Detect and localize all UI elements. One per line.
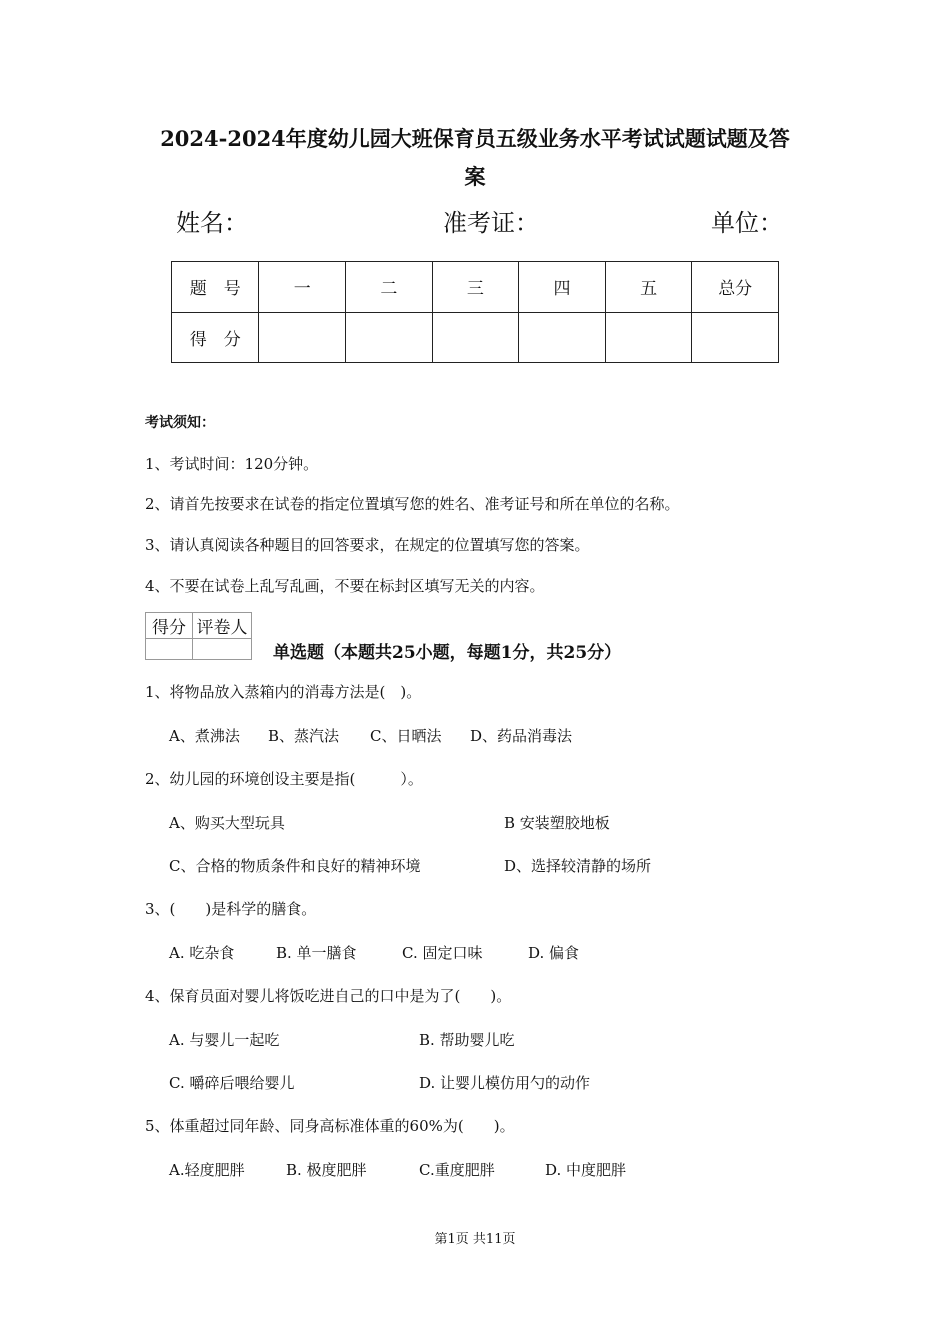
question-2: 2、幼儿园的环境创设主要是指( ）。: [145, 770, 423, 788]
exam-id-label: 准考证：: [443, 209, 539, 237]
option[interactable]: B. 单一膳食: [276, 944, 357, 962]
score-header-cell: 题 号: [172, 262, 259, 313]
section-title: 单选题（本题共25小题，每题1分，共25分）: [273, 643, 622, 663]
score-cell[interactable]: [346, 312, 433, 363]
score-cell[interactable]: [259, 312, 346, 363]
grader-box: [145, 612, 252, 660]
option[interactable]: D、选择较清静的场所: [504, 857, 652, 875]
score-cell[interactable]: [519, 312, 606, 363]
option[interactable]: B 安装塑胶地板: [504, 814, 610, 832]
option[interactable]: A、购买大型玩具: [169, 814, 285, 832]
notice-item: 4、不要在试卷上乱写乱画，不要在标封区填写无关的内容。: [145, 577, 545, 595]
question-5: 5、体重超过同年龄、同身高标准体重的60%为( )。: [145, 1117, 515, 1135]
question-4: 4、保育员面对婴儿将饭吃进自己的口中是为了( )。: [145, 987, 512, 1005]
option[interactable]: D. 让婴儿模仿用勺的动作: [419, 1074, 591, 1092]
option[interactable]: D. 中度肥胖: [545, 1161, 627, 1179]
score-header-cell: 四: [519, 262, 606, 313]
option[interactable]: A. 与婴儿一起吃: [169, 1031, 280, 1049]
score-header-cell: 二: [346, 262, 433, 313]
title-line-2: 案: [464, 164, 486, 189]
grader-score-label: 得分: [146, 613, 193, 639]
score-header-cell: 五: [605, 262, 692, 313]
option[interactable]: A、煮沸法: [169, 727, 240, 745]
question-3: 3、( )是科学的膳食。: [145, 900, 317, 918]
option[interactable]: B、蒸汽法: [268, 727, 340, 745]
option[interactable]: D、药品消毒法: [470, 727, 573, 745]
score-header-cell: 总分: [692, 262, 779, 313]
title-line-1: 2024-2024年度幼儿园大班保育员五级业务水平考试试题试题及答: [160, 126, 790, 151]
score-header-cell: 一: [259, 262, 346, 313]
option[interactable]: B. 帮助婴儿吃: [419, 1031, 515, 1049]
score-table-score-row: [172, 312, 779, 363]
score-cell[interactable]: [432, 312, 519, 363]
notice-item: 1、考试时间：120分钟。: [145, 455, 319, 473]
option[interactable]: C. 固定口味: [402, 944, 483, 962]
score-table: [171, 261, 779, 363]
grader-score-cell[interactable]: [146, 639, 193, 660]
option[interactable]: B. 极度肥胖: [286, 1161, 367, 1179]
notice-item: 2、请首先按要求在试卷的指定位置填写您的姓名、准考证号和所在单位的名称。: [145, 495, 680, 513]
option[interactable]: C、合格的物质条件和良好的精神环境: [169, 857, 421, 875]
notice-heading: 考试须知：: [145, 415, 215, 431]
score-header-cell: 三: [432, 262, 519, 313]
notice-item: 3、请认真阅读各种题目的回答要求，在规定的位置填写您的答案。: [145, 536, 590, 554]
option[interactable]: D. 偏食: [528, 944, 580, 962]
option[interactable]: A. 吃杂食: [169, 944, 235, 962]
option[interactable]: A.轻度肥胖: [169, 1161, 245, 1179]
grader-reviewer-cell[interactable]: [193, 639, 252, 660]
option[interactable]: C.重度肥胖: [419, 1161, 495, 1179]
document-title: [100, 120, 850, 196]
page-footer: 第1页 共11页: [434, 1232, 516, 1247]
score-cell[interactable]: [692, 312, 779, 363]
question-1: 1、将物品放入蒸箱内的消毒方法是( )。: [145, 683, 422, 701]
option[interactable]: C、日晒法: [370, 727, 442, 745]
score-row-label: 得 分: [172, 312, 259, 363]
option[interactable]: C. 嚼碎后喂给婴儿: [169, 1074, 295, 1092]
unit-label: 单位：: [711, 209, 783, 237]
score-table-header-row: [172, 262, 779, 313]
score-cell[interactable]: [605, 312, 692, 363]
grader-reviewer-label: 评卷人: [193, 613, 252, 639]
name-label: 姓名：: [176, 209, 248, 237]
